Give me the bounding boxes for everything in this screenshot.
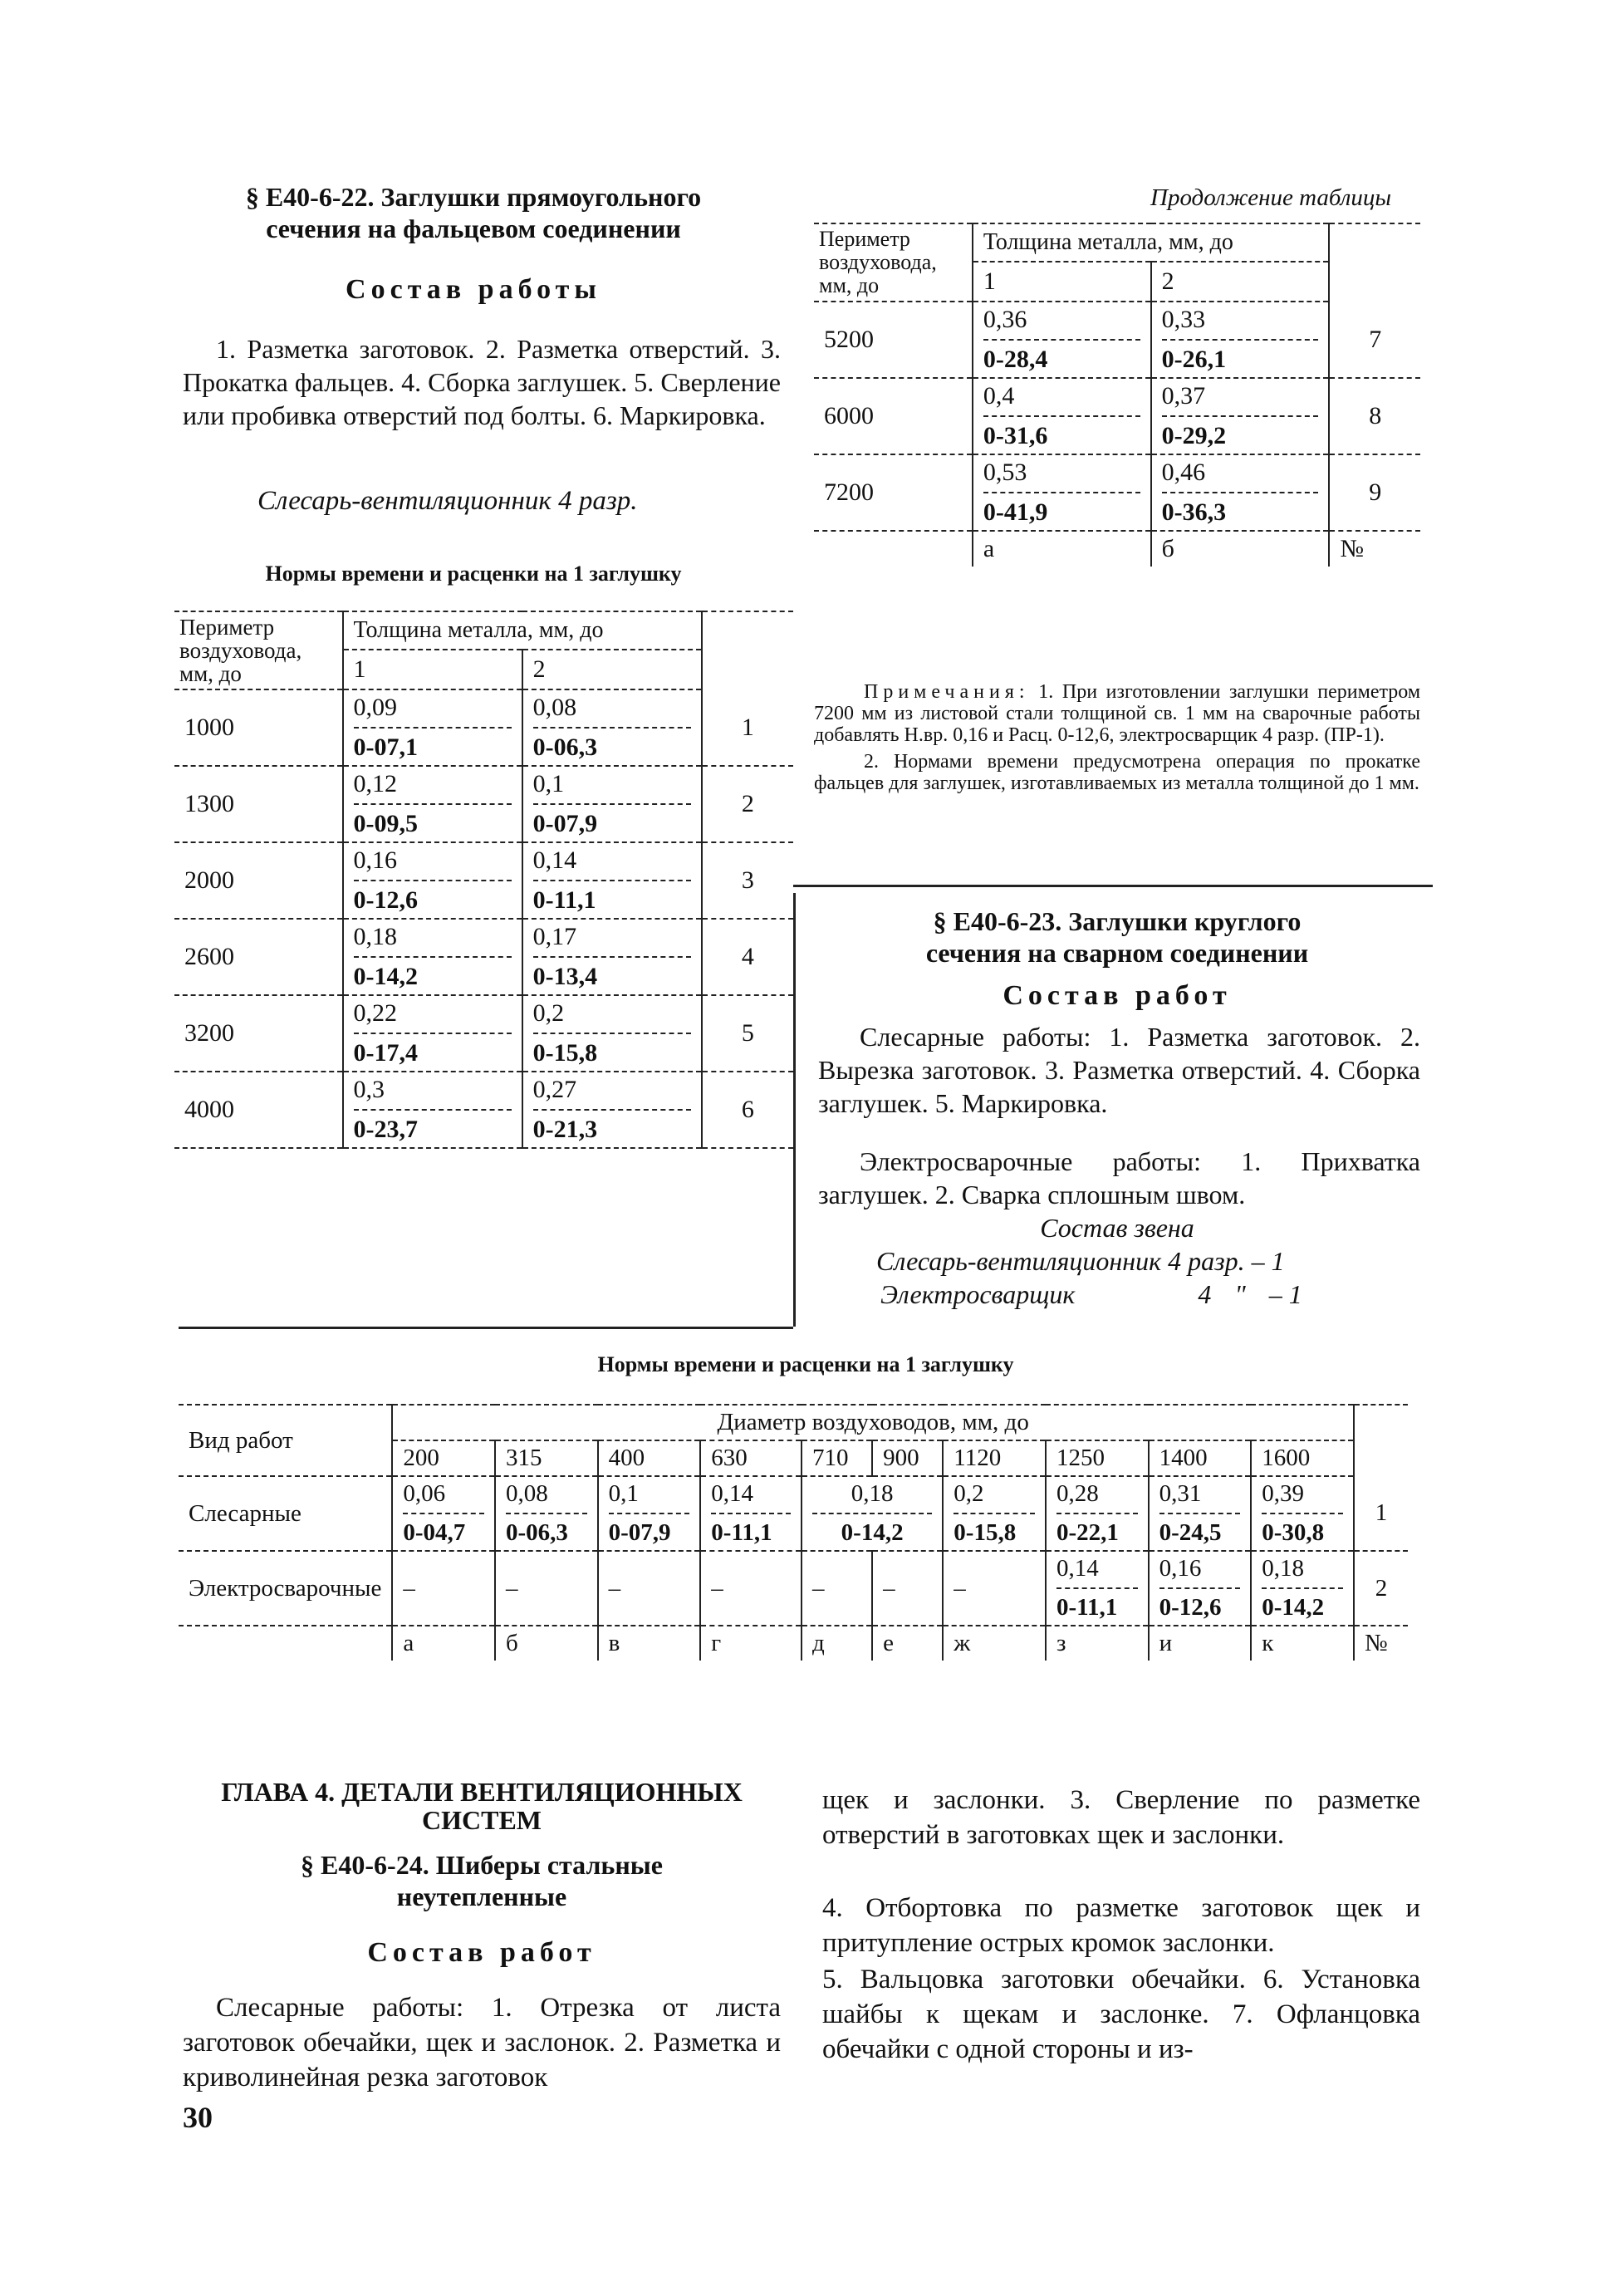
col-1-header: 1 bbox=[343, 650, 522, 689]
work-composition-text: 1. Разметка заготовок. 2. Разметка отверстий. 3. Прокатка фальцев. 4. Сборка заглушек. 5. Сверление или пробивка отверстий под болты. 6. Маркировка. bbox=[183, 334, 781, 430]
table-row-welding: Электросварочные – – – – – – – 0,14 0-11,1 0,16 0-12,6 0,18 0-14,2 2 bbox=[179, 1551, 1408, 1626]
section-heading-e40-6-24: § Е40-6-24. Шиберы стальные неутепленные bbox=[301, 1850, 663, 1911]
chapter-right-text-1: щек и заслонки. 3. Сверление по разметке отверстий в заготовках щек и заслонки. bbox=[822, 1785, 1420, 1850]
diameter-1120: 1120 bbox=[943, 1440, 1046, 1476]
col-2-header: 2 bbox=[1151, 262, 1330, 302]
column-divider-vertical bbox=[793, 893, 796, 1327]
footer-number-label: № bbox=[1329, 531, 1420, 567]
note-2: 2. Нормами времени предусмотрена операция по прокатке фальцев для заглушек, изготавливаемых из металла толщиной до 1 мм. bbox=[814, 751, 1420, 794]
section-heading-e40-6-23: § Е40-6-23. Заглушки круглого сечения на сварном соединении bbox=[925, 906, 1309, 968]
perimeter-header: Периметр воздуховода, мм, до bbox=[174, 611, 343, 689]
worker-rank: Слесарь-вентиляционник 4 разр. bbox=[257, 486, 638, 516]
welding-work-text: Электросварочные работы: 1. Прихватка заглушек. 2. Сварка сплошным швом. bbox=[818, 1146, 1420, 1209]
work-composition-title: Состав работы bbox=[346, 274, 601, 305]
chapter-title: ГЛАВА 4. ДЕТАЛИ ВЕНТИЛЯЦИОННЫХ СИСТЕМ bbox=[221, 1777, 743, 1835]
table-row: 1300 0,12 0-09,5 0,1 0-07,9 2 bbox=[174, 766, 793, 842]
thickness-header: Толщина металла, мм, до bbox=[973, 223, 1330, 262]
right-block-top-rule bbox=[793, 885, 1433, 887]
perimeter-header: Периметр воздуховода, мм, до bbox=[814, 223, 973, 302]
table-continuation-label: Продолжение таблицы bbox=[1150, 184, 1392, 211]
thickness-header: Толщина металла, мм, до bbox=[343, 611, 702, 650]
table-row: 1000 0,09 0-07,1 0,08 0-06,3 1 bbox=[174, 689, 793, 766]
diameter-900: 900 bbox=[872, 1440, 943, 1476]
table-row: 7200 0,53 0-41,9 0,46 0-36,3 9 bbox=[814, 454, 1420, 531]
crew-member-2: Электросварщик 4 " – 1 bbox=[880, 1279, 1302, 1309]
bottom-norms-table bbox=[179, 1404, 1408, 1661]
col-1-header: 1 bbox=[973, 262, 1151, 302]
chapter-left-text: Слесарные работы: 1. Отрезка от листа заготовок обечайки, щек и заслонок. 2. Разметка и криволинейная резка заготовок bbox=[183, 1993, 781, 2092]
diameter-630: 630 bbox=[700, 1440, 802, 1476]
table-row: 2000 0,16 0-12,6 0,14 0-11,1 3 bbox=[174, 842, 793, 919]
table-row: 2600 0,18 0-14,2 0,17 0-13,4 4 bbox=[174, 919, 793, 995]
diameter-1600: 1600 bbox=[1251, 1440, 1354, 1476]
section-heading-e40-6-22: § Е40-6-22. Заглушки прямоугольного сечения на фальцевом соединении bbox=[245, 182, 702, 243]
footer-letter-a: а bbox=[973, 531, 1151, 567]
col-2-header: 2 bbox=[522, 650, 702, 689]
diameter-400: 400 bbox=[598, 1440, 701, 1476]
diameter-200: 200 bbox=[392, 1440, 495, 1476]
table-row: 3200 0,22 0-17,4 0,2 0-15,8 5 bbox=[174, 995, 793, 1072]
letter-row: а б в г д е ж з и к № bbox=[179, 1626, 1408, 1661]
work-composition-title-2: Состав работ bbox=[1003, 980, 1232, 1011]
diameter-header: Диаметр воздуховодов, мм, до bbox=[392, 1405, 1354, 1440]
chapter-right-text-2: 4. Отбортовка по разметке заготовок щек и притупление острых кромок заслонки. bbox=[822, 1893, 1420, 1958]
work-composition-title-3: Состав работ bbox=[367, 1937, 596, 1968]
work-type-header: Вид работ bbox=[179, 1405, 392, 1476]
table-row-slesar: Слесарные 0,06 0-04,7 0,08 0-06,3 0,1 0-07,9 0,14 0-11,1 0,18 0-14,2 0,2 0-15,8 0,28 0-22,1 0,31 0-24,5 0,39 0-30,8 1 bbox=[179, 1476, 1408, 1551]
note-1: 1. При изготовлении заглушки периметром 7200 мм из листовой стали толщиной св. 1 мм на сварочные работы добавлять Н.вр. 0,16 и Расц. 0-12,6, электросварщик 4 разр. (ПР-1). bbox=[814, 681, 1421, 746]
table-row: 5200 0,36 0-28,4 0,33 0-26,1 7 bbox=[814, 302, 1420, 378]
locksmith-work-text: Слесарные работы: 1. Разметка заготовок. 2. Вырезка заготовок. 3. Разметка отверстий. 4. Сборка заглушек. 5. Маркировка. bbox=[818, 1022, 1420, 1118]
chapter-right-text-3: 5. Вальцовка заготовки обечайки. 6. Установка шайбы к щекам и заслонке. 7. Офланцовка обечайки с одной стороны и из- bbox=[822, 1965, 1420, 2064]
table-row: 6000 0,4 0-31,6 0,37 0-29,2 8 bbox=[814, 378, 1420, 454]
crew-member-1: Слесарь-вентиляционник 4 разр. – 1 bbox=[876, 1246, 1285, 1276]
diameter-315: 315 bbox=[495, 1440, 598, 1476]
left-block-bottom-rule bbox=[179, 1327, 793, 1329]
crew-title: Состав звена bbox=[1040, 1213, 1194, 1243]
norms-title-bottom: Нормы времени и расценки на 1 заглушку bbox=[597, 1352, 1014, 1376]
diameter-1400: 1400 bbox=[1149, 1440, 1252, 1476]
footer-letter-b: б bbox=[1161, 535, 1174, 562]
notes-label: Примечания: bbox=[864, 681, 1030, 703]
diameter-710: 710 bbox=[802, 1440, 872, 1476]
notes bbox=[814, 681, 1420, 794]
table-row: 4000 0,3 0-23,7 0,27 0-21,3 6 bbox=[174, 1072, 793, 1148]
page-number: 30 bbox=[183, 2101, 213, 2134]
norms-title-left: Нормы времени и расценки на 1 заглушку bbox=[265, 562, 682, 586]
right-norms-table bbox=[814, 223, 1420, 567]
diameter-1250: 1250 bbox=[1046, 1440, 1149, 1476]
left-norms-table bbox=[174, 611, 793, 1149]
